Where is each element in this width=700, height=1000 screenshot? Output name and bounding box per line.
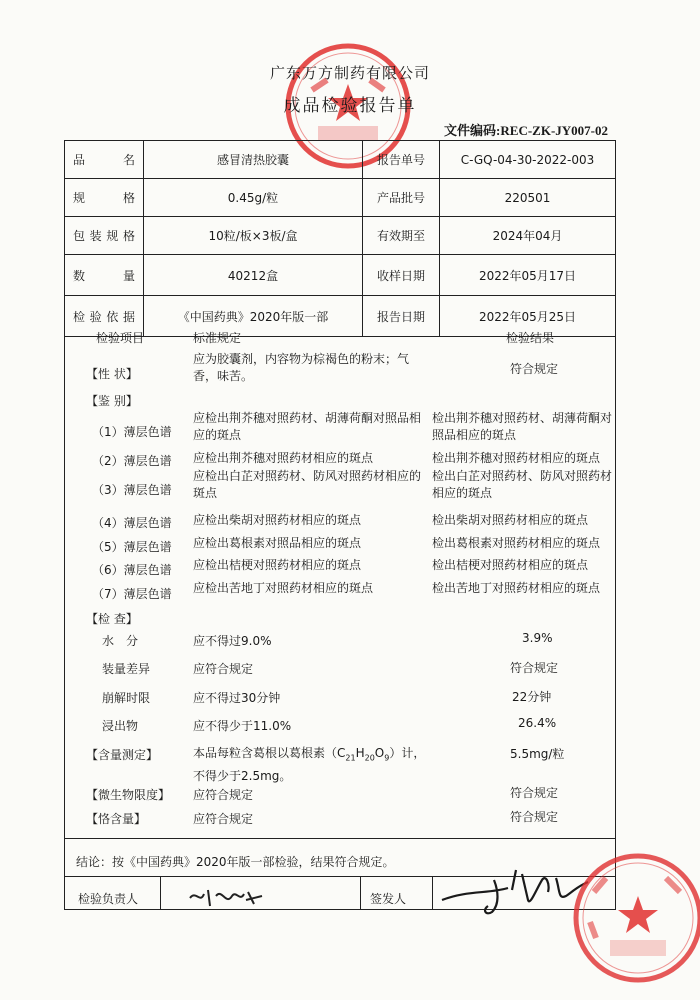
assay-mid1: H: [355, 746, 365, 760]
info-value: 40212盒: [144, 255, 363, 296]
conclusion-divider: [64, 838, 616, 839]
conclusion-text: 结论：按《中国药典》2020年版一部检验，结果符合规定。: [76, 855, 395, 869]
ident-label: （6）薄层色谱: [92, 563, 172, 577]
inspection-item-standard: 应不得过30分钟: [193, 691, 281, 705]
info-label: 品名: [65, 141, 144, 179]
info-value: 《中国药典》2020年版一部: [144, 296, 363, 337]
ident-standard: 应检出桔梗对照药材相应的斑点: [193, 558, 362, 572]
inspection-item-label: 浸出物: [102, 719, 139, 733]
info-value2: 2022年05月25日: [440, 296, 616, 337]
appearance-result: 符合规定: [510, 362, 559, 376]
col-header-item: 检验项目: [96, 331, 145, 345]
ident-standard: 应检出荆芥穗对照药材、胡薄荷酮对照品相应的斑点: [193, 411, 422, 442]
ident-result: 检出白芷对照药材、防风对照药材相应的斑点: [432, 469, 613, 500]
issuer-label: 签发人: [370, 892, 407, 906]
signoff-col-line: [360, 876, 361, 910]
ident-label: （4）薄层色谱: [92, 516, 172, 530]
assay-sub2: 20: [364, 753, 375, 763]
info-label2: 收样日期: [363, 255, 440, 296]
file-number-label: 文件编码:: [444, 123, 501, 138]
info-label: 包装规格: [65, 217, 144, 255]
inspection-item-label: 崩解时限: [102, 691, 151, 705]
document-title: 成品检验报告单: [283, 96, 417, 116]
info-label: 检验依据: [65, 296, 144, 337]
ident-result: 检出柴胡对照药材相应的斑点: [432, 513, 589, 527]
info-label: 规格: [65, 179, 144, 217]
inspection-item-result: 3.9%: [522, 631, 553, 645]
info-row: [65, 179, 616, 217]
assay-standard-b: ）计，不得少于2.5mg。: [193, 746, 426, 784]
company-name: 广东万方制药有限公司: [269, 64, 430, 82]
inspector-signature: [186, 884, 266, 910]
assay-standard-a: 本品每粒含葛根以葛根素（C: [193, 746, 346, 760]
inspection-label: 【检 查】: [86, 612, 138, 626]
microbial-label: 【微生物限度】: [86, 788, 171, 802]
inspection-item-result: 26.4%: [518, 716, 557, 730]
inspection-item-result: 22分钟: [512, 690, 552, 704]
col-header-result: 检验结果: [506, 331, 555, 345]
col-header-standard: 标准规定: [193, 331, 242, 345]
info-value: 0.45g/粒: [144, 179, 363, 217]
assay-sub1: 21: [345, 753, 356, 763]
ident-result: 检出荆芥穗对照药材、胡薄荷酮对照品相应的斑点: [432, 411, 613, 442]
info-label: 数量: [65, 255, 144, 296]
signoff-col-line: [432, 876, 433, 910]
ident-label: （7）薄层色谱: [92, 587, 172, 601]
info-row: [65, 141, 616, 179]
info-value2: 2024年04月: [440, 217, 616, 255]
inspection-item-standard: 应符合规定: [193, 662, 254, 676]
info-value2: 2022年05月17日: [440, 255, 616, 296]
info-label2: 报告日期: [363, 296, 440, 337]
assay-label: 【含量测定】: [86, 748, 159, 762]
file-number: [444, 120, 608, 139]
ident-standard: 应检出白芷对照药材、防风对照药材相应的斑点: [193, 469, 422, 500]
assay-standard: [193, 744, 433, 785]
ident-result: 检出葛根素对照药材相应的斑点: [432, 536, 601, 550]
ident-label: （2）薄层色谱: [92, 454, 172, 468]
ident-result: 检出苦地丁对照药材相应的斑点: [432, 581, 601, 595]
assay-mid2: O: [374, 746, 385, 760]
inspection-item-standard: 应不得少于11.0%: [193, 719, 292, 733]
appearance-label: 【性 状】: [86, 367, 138, 381]
ident-label: （3）薄层色谱: [92, 483, 172, 497]
uniformity-label: 【恪含量】: [86, 812, 147, 826]
microbial-result: 符合规定: [510, 786, 559, 800]
inspection-item-result: 符合规定: [510, 661, 559, 675]
info-row: [65, 255, 616, 296]
uniformity-standard: 应符合规定: [193, 812, 254, 826]
appearance-standard: 应为胶囊剂，内容物为棕褐色的粉末；气香，味苦。: [193, 352, 410, 383]
inspector-label: 检验负责人: [78, 892, 139, 906]
assay-sub3: 9: [384, 753, 390, 763]
inspection-item-standard: 应不得过9.0%: [193, 634, 272, 648]
identification-label: 【鉴 别】: [86, 394, 138, 408]
info-row: [65, 217, 616, 255]
ident-label: （1）薄层色谱: [92, 425, 172, 439]
info-value2: C-GQ-04-30-2022-003: [440, 141, 616, 179]
ident-result: 检出荆芥穗对照药材相应的斑点: [432, 451, 601, 465]
info-label2: 有效期至: [363, 217, 440, 255]
ident-standard: 应检出荆芥穗对照药材相应的斑点: [193, 451, 374, 465]
inspection-item-label: 水 分: [102, 634, 139, 648]
ident-standard: 应检出苦地丁对照药材相应的斑点: [193, 581, 374, 595]
ident-standard: 应检出葛根素对照品相应的斑点: [193, 536, 362, 550]
ident-standard: 应检出柴胡对照药材相应的斑点: [193, 513, 362, 527]
microbial-standard: 应符合规定: [193, 788, 254, 802]
uniformity-result: 符合规定: [510, 810, 559, 824]
company-seal-bottom: [566, 842, 700, 992]
ident-label: （5）薄层色谱: [92, 540, 172, 554]
info-label2: 产品批号: [363, 179, 440, 217]
signoff-col-line: [160, 876, 161, 910]
file-number-value: REC-ZK-JY007-02: [500, 123, 608, 138]
info-value: 感冒清热胶囊: [144, 141, 363, 179]
info-value: 10粒/板×3板/盒: [144, 217, 363, 255]
inspection-item-label: 装量差异: [102, 662, 151, 676]
info-value2: 220501: [440, 179, 616, 217]
ident-result: 检出桔梗对照药材相应的斑点: [432, 558, 589, 572]
assay-result: 5.5mg/粒: [510, 747, 565, 761]
info-table: [64, 140, 616, 337]
info-label2: 报告单号: [363, 141, 440, 179]
